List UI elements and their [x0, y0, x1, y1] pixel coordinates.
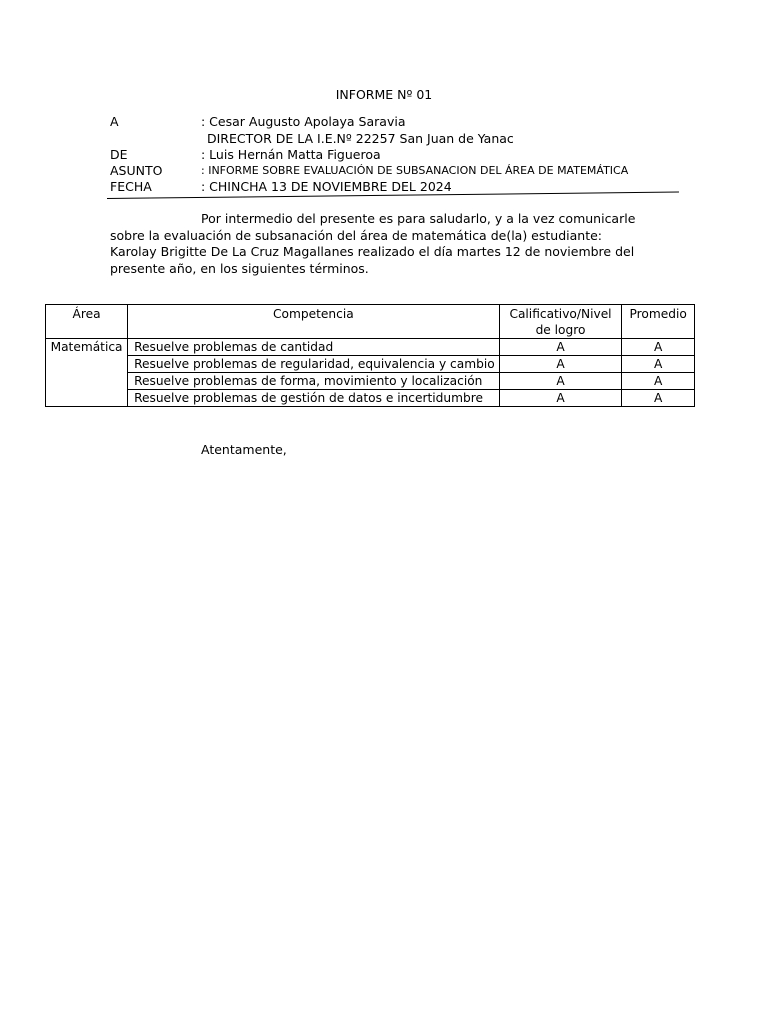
- promedio-cell: A: [622, 356, 695, 373]
- header-calificativo: Calificativo/Nivel de logro: [499, 305, 622, 339]
- competencia-cell: Resuelve problemas de gestión de datos e incertidumbre: [128, 390, 500, 407]
- calificativo-cell: A: [499, 339, 622, 356]
- competencia-cell: Resuelve problemas de cantidad: [128, 339, 500, 356]
- competencia-cell: Resuelve problemas de forma, movimiento y localización: [128, 373, 500, 390]
- promedio-cell: A: [622, 390, 695, 407]
- date-value: : CHINCHA 13 DE NOVIEMBRE DEL 2024: [201, 179, 452, 194]
- table-row: [46, 339, 695, 356]
- table-row: [46, 390, 695, 407]
- from-label: DE: [110, 147, 128, 162]
- document-title: INFORME Nº 01: [335, 87, 433, 102]
- calificativo-cell: A: [499, 373, 622, 390]
- competencia-cell: Resuelve problemas de regularidad, equivalencia y cambio: [128, 356, 500, 373]
- closing-text: Atentamente,: [201, 442, 287, 457]
- header-area: Área: [46, 305, 128, 339]
- from-name: : Luis Hernán Matta Figueroa: [201, 147, 381, 162]
- header-competencia: Competencia: [128, 305, 500, 339]
- to-label: A: [110, 114, 119, 129]
- to-position: DIRECTOR DE LA I.E.Nº 22257 San Juan de Yanac: [207, 131, 514, 146]
- to-name: : Cesar Augusto Apolaya Saravia: [201, 114, 406, 129]
- calificativo-cell: A: [499, 390, 622, 407]
- table-header-row: [46, 305, 695, 339]
- table-row: [46, 373, 695, 390]
- date-label: FECHA: [110, 179, 152, 194]
- subject-value: : INFORME SOBRE EVALUACIÓN DE SUBSANACION DEL ÁREA DE MATEMÁTICA: [201, 164, 629, 177]
- calificativo-cell: A: [499, 356, 622, 373]
- results-table: [45, 304, 695, 407]
- body-paragraph: Por intermedio del presente es para saludarlo, y a la vez comunicarle sobre la evaluación de subsanación del área de matemática de(la) estudiante: Karolay Brigitte De La Cruz Magallanes realizado el día martes 12 de noviembre del presente año, en los siguientes términos.: [110, 211, 636, 276]
- table-row: [46, 356, 695, 373]
- promedio-cell: A: [622, 373, 695, 390]
- area-cell: Matemática: [46, 339, 128, 407]
- header-promedio: Promedio: [622, 305, 695, 339]
- promedio-cell: A: [622, 339, 695, 356]
- subject-label: ASUNTO: [110, 163, 163, 178]
